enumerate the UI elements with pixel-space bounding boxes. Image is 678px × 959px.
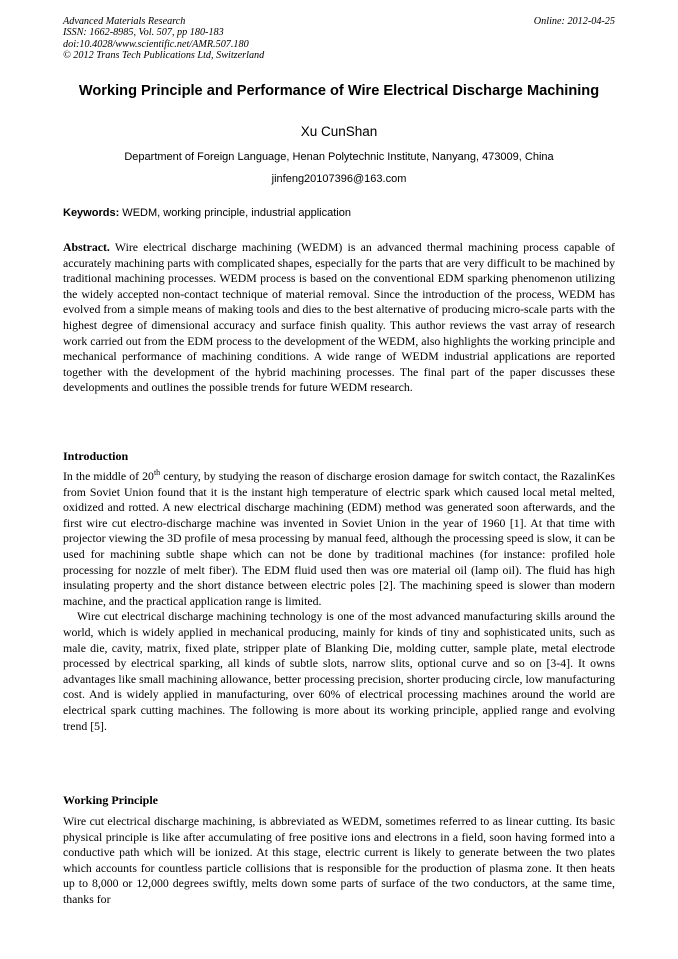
online-date: Online: 2012-04-25: [533, 16, 615, 27]
copyright-line: © 2012 Trans Tech Publications Ltd, Switzerland: [63, 50, 265, 62]
abstract-section: [63, 240, 615, 396]
doi-line[interactable]: doi:10.4028/www.scientific.net/AMR.507.180: [63, 38, 249, 50]
abstract-label: Abstract.: [63, 240, 110, 254]
intro-p1-superscript: th: [153, 468, 161, 478]
author-name: Xu CunShan: [300, 124, 378, 139]
intro-paragraph-1: [63, 469, 615, 609]
keywords-text: WEDM, working principle, industrial application: [119, 207, 351, 219]
working-principle-heading: Working Principle: [63, 793, 159, 807]
introduction-heading: Introduction: [63, 449, 129, 463]
author-email[interactable]: jinfeng20107396@163.com: [271, 173, 407, 185]
intro-paragraph-2: Wire cut electrical discharge machining technology is one of the most advanced manufacturing skills around the world, which is widely applied in mechanical producing, mainly for kinds of tiny and sophisticated units, such as male die, cavity, matrix, fixed plate, stripper plate of Blanking Die, molding cutter, sample plate, metal electrode processed by electrical sparking, all kinds of subtle slots, narrow slits, optional curve and so on [3-4]. It owns advantages like small machining allowance, better processing precision, shorter producing circle, low manufacturing cost. And is widely applied in manufacturing, over 60% of electrical processing machines around the world are electrical spark cutting machines. The following is more about its working principle, applied range and evolving trend [5].: [63, 609, 615, 733]
keywords-line: [63, 206, 615, 220]
working-principle-section: [63, 814, 615, 908]
abstract-text: Wire electrical discharge machining (WEDM) is an advanced thermal machining process capable of accurately machining parts with complicated shapes, especially for the parts that are very difficult to be machined by traditional machining processes. WEDM process is based on the conventional EDM sparking phenomenon utilizing the widely accepted non-contact technique of material removal. Since the introduction of the process, WEDM has evolved from a simple means of making tools and dies to the best alternative of producing micro-scale parts with the highest degree of dimensional accuracy and surface finish quality. This author reviews the vast array of research work carried out from the EDM process to the development of the WEDM, also highlights the working principle and mechanical performance of machining conditions. A wide range of WEDM industrial applications are reported together with the development of the hybrid machining processes. The final part of the paper discusses these developments and outlines the possible trends for future WEDM research.: [63, 240, 615, 395]
journal-name: Advanced Materials Research: [63, 16, 186, 27]
issn-line: ISSN: 1662-8985, Vol. 507, pp 180-183: [63, 27, 224, 39]
intro-p1-rest: century, by studying the reason of discharge erosion damage for switch contact, the RazalinKes from Soviet Union found that it is the instant high temperature of electric spark which caused local metal melted, oxidized and rotted. A new electrical discharge machining (EDM) method was generated soon afterwards, and the first wire cut electro-discharge machine was invented in Soviet Union in the year of 1960 [1]. At that time with projector viewing the 3D profile of mesa processing by manual feed, although the processing speed is slow, it can be used for machining subtle shape which can not be done by traditional machines (for instance: profiled hole processing for nozzle of melt fiber). The EDM fluid used then was ore material oil (lamp oil). The fluid has high insulating property and the short distance between electric poles [2]. The machining speed is slower than modern machine, and the practical application range is limited.: [63, 469, 615, 608]
intro-p1-start: In the middle of 20: [63, 469, 154, 483]
wp-paragraph-1: Wire cut electrical discharge machining, is abbreviated as WEDM, sometimes referred to as linear cutting. Its basic physical principle is like after accumulating of free positive ions and electrons in a field, soon having formed into a conductive path which will be ionized. At this stage, electric current is likely to generate between the two plates which accounts for countless particle collisions that is responsible for the production of plasma zone. It then heats up to 8,000 or 12,000 degrees swiftly, melts down some parts of surface of the two conductors, at the same time, thanks for: [63, 814, 615, 906]
journal-header: [63, 16, 615, 62]
keywords-label: Keywords:: [63, 207, 120, 219]
paper-title: Working Principle and Performance of Wire Electrical Discharge Machining: [78, 83, 600, 99]
author-affiliation: Department of Foreign Language, Henan Polytechnic Institute, Nanyang, 473009, China: [124, 151, 554, 163]
introduction-section: [63, 469, 615, 734]
